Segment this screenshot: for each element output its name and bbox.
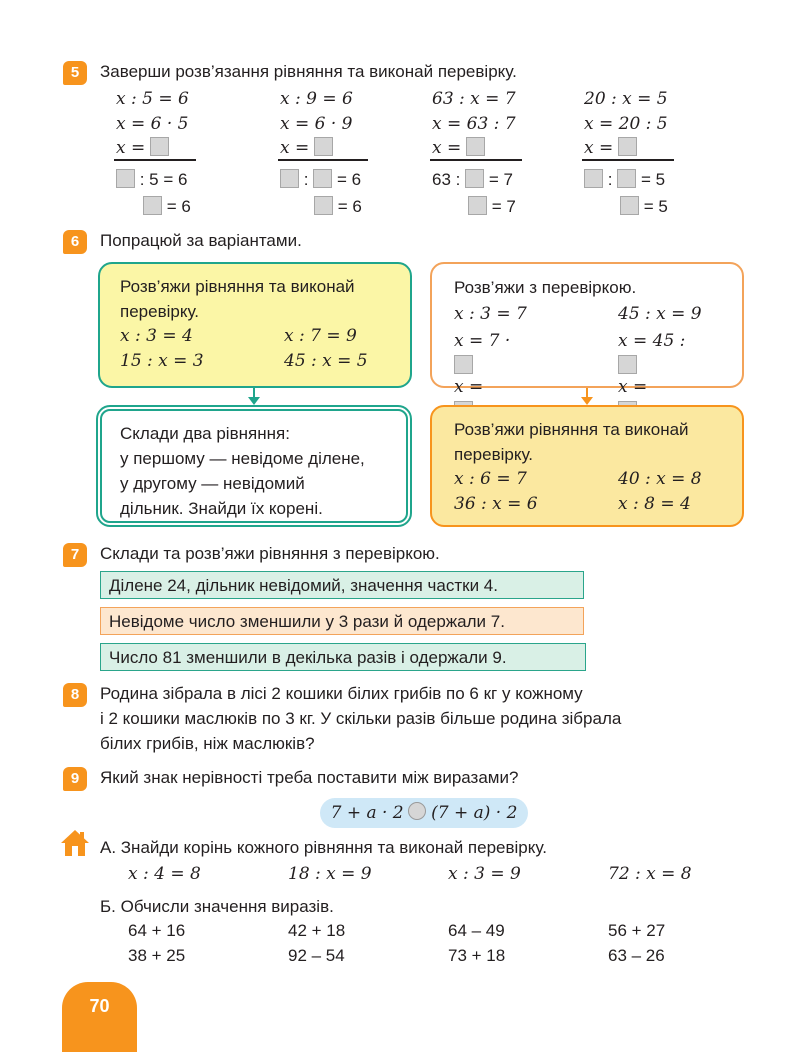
ex8-text-line-3: білих грибів, ніж маслюків? bbox=[100, 734, 315, 753]
equation: x : 3 = 4 bbox=[120, 326, 193, 346]
expression: 42 + 18 bbox=[288, 921, 346, 940]
equation: 40 : x = 8 bbox=[618, 469, 702, 489]
ex5-col3-divider bbox=[430, 159, 522, 161]
page-number-tab bbox=[62, 982, 137, 1052]
ex5-col4-step: x = 20 : 5 bbox=[584, 114, 668, 134]
equation: 36 : x = 6 bbox=[454, 494, 538, 514]
exercise-5-instruction: Заверши розв’язання рівняння та виконай перевірку. bbox=[100, 62, 517, 81]
exercise-5-badge: 5 bbox=[63, 61, 87, 85]
expression: 92 – 54 bbox=[288, 946, 345, 965]
arrow-down-icon bbox=[246, 388, 262, 406]
ex5-col3-check1: 63 : = 7 bbox=[432, 170, 513, 189]
ex5-col3-eq: 63 : x = 7 bbox=[432, 89, 516, 109]
ex5-col2-result: x = bbox=[280, 137, 333, 158]
exercise-8-badge: 8 bbox=[63, 683, 87, 707]
ex9-right-expression: (7 + a) · 2 bbox=[431, 803, 518, 823]
ex5-col4-divider bbox=[582, 159, 674, 161]
variant2-task-box: Розв’яжи з перевіркою. x : 3 = 7 45 : x = 9 x = 7 · x = 45 : x = x = bbox=[430, 262, 744, 388]
answer-box[interactable] bbox=[617, 169, 636, 188]
answer-box[interactable] bbox=[620, 196, 639, 215]
ex5-col2-divider bbox=[278, 159, 368, 161]
expression: 64 – 49 bbox=[448, 921, 505, 940]
answer-box[interactable] bbox=[143, 196, 162, 215]
arrow-down-icon bbox=[579, 388, 595, 406]
ex8-text-line-2: і 2 кошики маслюків по 3 кг. У скільки разів більше родина зібрала bbox=[100, 709, 622, 728]
variant1-title-cont: перевірку. bbox=[120, 302, 199, 321]
followup-line: у другому — невідомий bbox=[120, 474, 305, 493]
answer-box[interactable] bbox=[314, 196, 333, 215]
equation: x : 3 = 7 bbox=[454, 304, 527, 324]
ex5-col2-step: x = 6 · 9 bbox=[280, 114, 353, 134]
answer-box[interactable] bbox=[150, 137, 169, 156]
comparison-circle[interactable] bbox=[408, 802, 426, 820]
variant1-title: Розв’яжи рівняння та виконай bbox=[120, 277, 355, 296]
equation: x : 4 = 8 bbox=[128, 864, 201, 884]
expression: 56 + 27 bbox=[608, 921, 666, 940]
followup-line: дільник. Знайди їх корені. bbox=[120, 499, 323, 518]
expression: 63 – 26 bbox=[608, 946, 665, 965]
ex5-col1-check1: : 5 = 6 bbox=[116, 169, 187, 190]
variant1-followup-box bbox=[96, 405, 412, 527]
answer-box[interactable] bbox=[584, 169, 603, 188]
answer-box[interactable] bbox=[116, 169, 135, 188]
exercise-6-badge: 6 bbox=[63, 230, 87, 254]
ex5-col2-check1: : = 6 bbox=[280, 169, 361, 190]
answer-box[interactable] bbox=[454, 355, 473, 374]
ex5-col1-result: x = bbox=[116, 137, 169, 158]
expression: 64 + 16 bbox=[128, 921, 186, 940]
homework-a-equations bbox=[128, 864, 708, 884]
variant2-followup-title-cont: перевірку. bbox=[454, 445, 533, 464]
expression: 38 + 25 bbox=[128, 946, 186, 965]
home-icon bbox=[60, 829, 90, 857]
followup-line: у першому — невідоме ділене, bbox=[120, 449, 365, 468]
ex5-col2-eq: x : 9 = 6 bbox=[280, 89, 353, 109]
ex7-item-1: Ділене 24, дільник невідомий, значення частки 4. bbox=[100, 571, 584, 599]
ex5-col3-step: x = 63 : 7 bbox=[432, 114, 516, 134]
variant2-followup-box bbox=[430, 405, 744, 527]
ex8-text-line-1: Родина зібрала в лісі 2 кошики білих грибів по 6 кг у кожному bbox=[100, 684, 583, 703]
ex5-col4-check2: = 5 bbox=[620, 196, 668, 217]
exercise-7-instruction: Склади та розв’яжи рівняння з перевіркою. bbox=[100, 544, 440, 563]
followup-line: Склади два рівняння: bbox=[120, 424, 290, 443]
equation: x : 7 = 9 bbox=[284, 326, 357, 346]
ex5-col3-check2: = 7 bbox=[468, 196, 516, 217]
equation: 45 : x = 5 bbox=[284, 351, 368, 371]
ex5-col3-result: x = bbox=[432, 137, 485, 158]
ex5-col1-check2: = 6 bbox=[143, 196, 191, 217]
variant1-task-box bbox=[98, 262, 412, 388]
ex5-col4-eq: 20 : x = 5 bbox=[584, 89, 668, 109]
answer-box[interactable] bbox=[465, 169, 484, 188]
answer-box[interactable] bbox=[618, 355, 637, 374]
equation: x : 8 = 4 bbox=[618, 494, 691, 514]
ex5-col1-divider bbox=[114, 159, 196, 161]
answer-box[interactable] bbox=[468, 196, 487, 215]
page-number: 70 bbox=[89, 996, 110, 1016]
equation: 45 : x = 9 bbox=[618, 304, 702, 324]
equation: 15 : x = 3 bbox=[120, 351, 204, 371]
ex9-left-expression: 7 + a · 2 bbox=[330, 803, 404, 823]
equation: 18 : x = 9 bbox=[288, 864, 372, 884]
homework-b-row-2 bbox=[128, 946, 708, 966]
equation: x : 3 = 9 bbox=[448, 864, 521, 884]
ex5-col4-result: x = bbox=[584, 137, 637, 158]
exercise-6-instruction: Попрацюй за варіантами. bbox=[100, 231, 302, 250]
variant2-followup-title: Розв’яжи рівняння та виконай bbox=[454, 420, 689, 439]
equation: x : 6 = 7 bbox=[454, 469, 527, 489]
answer-box[interactable] bbox=[618, 137, 637, 156]
answer-box[interactable] bbox=[314, 137, 333, 156]
ex5-col1-step: x = 6 · 5 bbox=[116, 114, 189, 134]
equation: 72 : x = 8 bbox=[608, 864, 692, 884]
homework-a-instruction: А. Знайди корінь кожного рівняння та виконай перевірку. bbox=[100, 838, 547, 857]
expression: 73 + 18 bbox=[448, 946, 506, 965]
ex7-item-3: Число 81 зменшили в декілька разів і одержали 9. bbox=[100, 643, 586, 671]
answer-box[interactable] bbox=[313, 169, 332, 188]
exercise-7-badge: 7 bbox=[63, 543, 87, 567]
answer-box[interactable] bbox=[466, 137, 485, 156]
exercise-9-badge: 9 bbox=[63, 767, 87, 791]
ex9-expression-pill bbox=[320, 798, 528, 828]
ex5-col4-check1: : = 5 bbox=[584, 169, 665, 190]
answer-box[interactable] bbox=[280, 169, 299, 188]
variant2-title: Розв’яжи з перевіркою. bbox=[454, 278, 637, 297]
homework-b-instruction: Б. Обчисли значення виразів. bbox=[100, 897, 334, 916]
homework-b-row-1 bbox=[128, 921, 708, 941]
exercise-9-instruction: Який знак нерівності треба поставити між виразами? bbox=[100, 768, 519, 787]
ex7-item-2: Невідоме число зменшили у 3 рази й одержали 7. bbox=[100, 607, 584, 635]
ex5-col1-eq: x : 5 = 6 bbox=[116, 89, 189, 109]
ex5-col2-check2: = 6 bbox=[314, 196, 362, 217]
